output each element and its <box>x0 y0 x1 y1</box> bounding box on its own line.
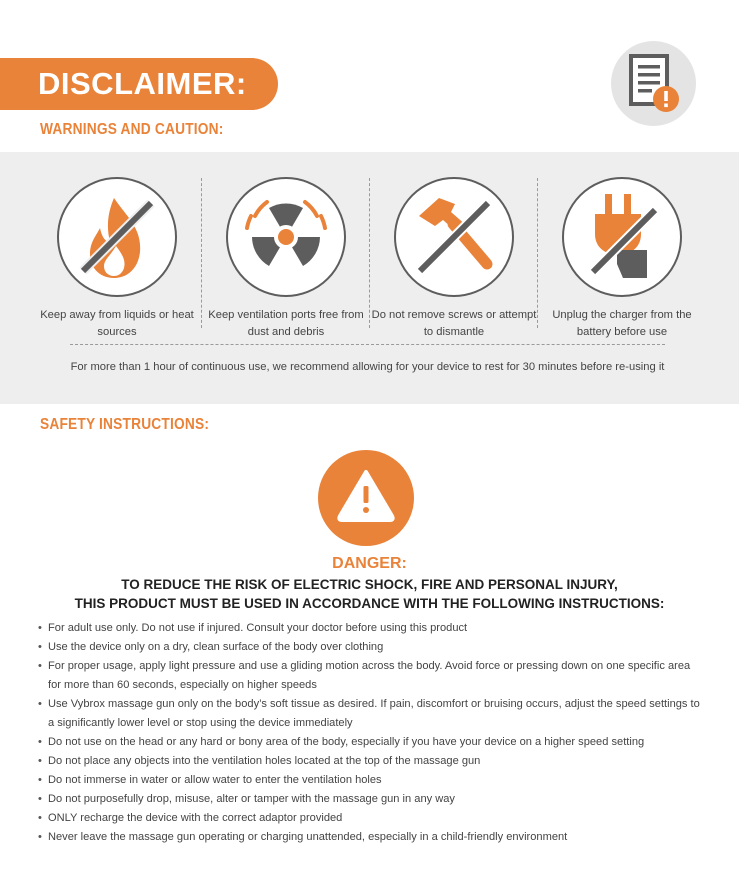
list-item: • Do not use on the head or any hard or bony area of the body, especially if you have your device on a higher speed setting <box>36 733 706 752</box>
list-item: • Use the device only on a dry, clean surface of the body over clothing <box>36 638 706 657</box>
rest-note: For more than 1 hour of continuous use, we recommend allowing for your device to rest for 30 minutes before re-using it <box>70 361 665 373</box>
list-item: • Use Vybrox massage gun only on the body’s soft tissue as desired. If pain, discomfort or bruising occurs, adjust the speed settings to a significantly lower level or stop using the device immediately <box>36 695 706 733</box>
warning-triangle-icon <box>318 450 414 546</box>
danger-statement-line-2: THIS PRODUCT MUST BE USED IN ACCORDANCE WITH THE FOLLOWING INSTRUCTIONS: <box>74 596 665 611</box>
list-item: • For adult use only. Do not use if injured. Consult your doctor before using this product <box>36 619 706 638</box>
danger-title: DANGER: <box>332 555 407 572</box>
warning-item-unplug <box>538 176 706 341</box>
no-hammer-icon <box>393 176 515 298</box>
list-item: • For proper usage, apply light pressure and use a gliding motion across the body. Avoid force or pressing down on one specific area for more than 60 seconds, especially on higher speeds <box>36 657 706 695</box>
warning-caption: Do not remove screws or attempt to dismantle <box>371 309 537 338</box>
warning-item-ventilation <box>202 176 370 341</box>
warning-caption: Keep away from liquids or heat sources <box>40 309 194 338</box>
warnings-panel <box>0 152 739 404</box>
list-item: • Do not place any objects into the ventilation holes located at the top of the massage gun <box>36 752 706 771</box>
safety-heading: SAFETY INSTRUCTIONS: <box>40 416 210 433</box>
warning-caption: Keep ventilation ports free from dust and debris <box>208 309 364 338</box>
dashed-separator <box>70 344 665 345</box>
document-warning-icon <box>611 41 696 126</box>
disclaimer-banner: DISCLAIMER: <box>0 58 278 110</box>
list-item: • Do not immerse in water or allow water to enter the ventilation holes <box>36 771 706 790</box>
ventilation-fan-icon <box>225 176 347 298</box>
list-item: • Never leave the massage gun operating or charging unattended, especially in a child-friendly environment <box>36 828 706 847</box>
danger-statement-line-1: TO REDUCE THE RISK OF ELECTRIC SHOCK, FIRE AND PERSONAL INJURY, <box>121 577 618 592</box>
warning-caption: Unplug the charger from the battery before use <box>552 309 692 338</box>
no-fire-icon <box>56 176 178 298</box>
warnings-heading: WARNINGS AND CAUTION: <box>40 121 224 138</box>
list-item: • ONLY recharge the device with the correct adaptor provided <box>36 809 706 828</box>
list-item: • Do not purposefully drop, misuse, alter or tamper with the massage gun in any way <box>36 790 706 809</box>
warning-item-screws <box>370 176 538 341</box>
safety-instructions-list <box>36 619 706 847</box>
unplug-icon <box>561 176 683 298</box>
warning-item-liquids <box>33 176 201 341</box>
